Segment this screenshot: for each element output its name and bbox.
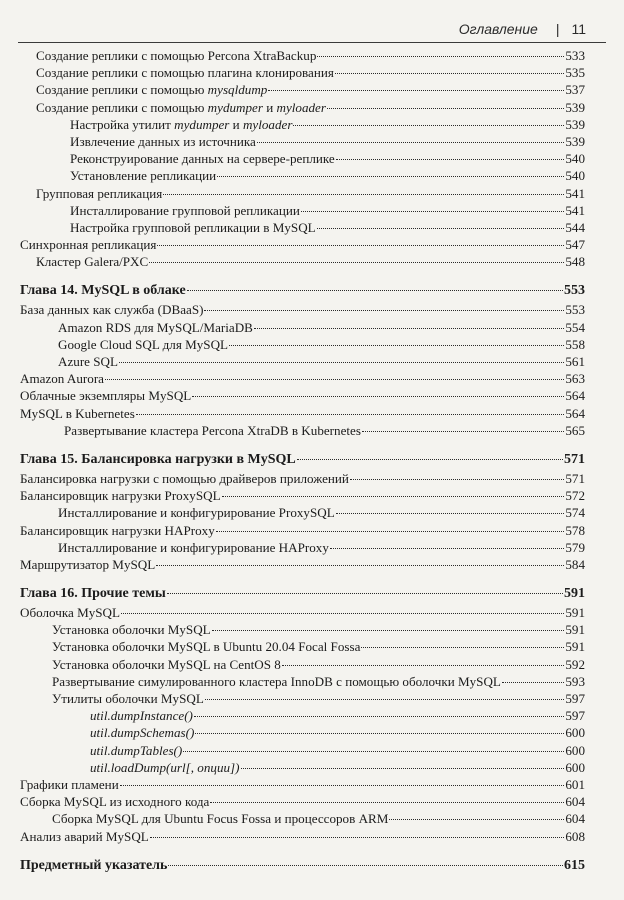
toc-page-number: 592	[565, 656, 585, 672]
toc-leader-dots	[327, 108, 564, 109]
toc-leader-dots	[149, 262, 564, 263]
toc-leader-dots	[257, 142, 564, 143]
toc-entry	[20, 540, 585, 557]
toc-leader-dots	[317, 228, 565, 229]
toc-entry	[20, 523, 585, 540]
toc-leader-dots	[336, 513, 565, 514]
toc-leader-dots	[502, 682, 564, 683]
toc-entry-title: База данных как служба (DBaaS)	[20, 302, 204, 318]
toc-entry-title: Синхронная репликация	[20, 237, 157, 253]
toc-leader-dots	[317, 56, 564, 57]
toc-leader-dots	[167, 593, 563, 594]
toc-leader-dots	[194, 716, 564, 717]
toc-page-number: 539	[565, 133, 585, 149]
toc-page-number: 615	[564, 857, 585, 873]
toc-leader-dots	[150, 837, 565, 838]
toc-entry	[20, 100, 585, 117]
toc-chapter-entry	[20, 858, 585, 877]
toc-leader-dots	[301, 211, 565, 212]
toc-entry	[20, 505, 585, 522]
toc-page-number: 591	[565, 639, 585, 655]
header-rule	[18, 42, 606, 43]
toc-entry-title: Облачные экземпляры MySQL	[20, 388, 192, 404]
toc-entry-title: Графики пламени	[20, 776, 119, 792]
toc-leader-dots	[241, 768, 565, 769]
toc-leader-dots	[217, 176, 564, 177]
toc-page-number: 578	[565, 522, 585, 538]
toc-page-number: 572	[565, 488, 585, 504]
toc-entry-title: Инсталлирование и конфигурирование ProxySQL	[58, 505, 335, 521]
running-header-separator: |	[555, 21, 560, 37]
toc-page-number: 574	[565, 505, 585, 521]
toc-entry	[20, 354, 585, 371]
toc-entry-title: Azure SQL	[58, 354, 118, 369]
toc-entry	[20, 186, 585, 203]
toc-entry	[20, 423, 585, 440]
toc-page-number: 564	[565, 388, 585, 404]
toc-page-number: 563	[565, 371, 585, 387]
toc-entry-title: Кластер Galera/PXC	[36, 254, 149, 270]
toc-entry-title: Реконструирование данных на сервере-реплике	[70, 151, 335, 167]
toc-entry-title: util.loadDump(url[, опции])	[90, 759, 240, 775]
toc-leader-dots	[297, 459, 563, 460]
toc-entry-title: Балансировщик нагрузки ProxySQL	[20, 488, 221, 504]
toc-page-number: 541	[565, 202, 585, 218]
toc-entry-title: Создание реплики с помощью плагина клонирования	[36, 65, 334, 81]
toc-leader-dots	[121, 613, 564, 614]
toc-entry-title: Маршрутизатор MySQL	[20, 556, 156, 572]
toc-page-number: 544	[565, 219, 585, 235]
toc-leader-dots	[268, 90, 564, 91]
toc-page-number: 539	[565, 99, 585, 115]
toc-leader-dots	[119, 362, 564, 363]
toc-leader-dots	[254, 328, 564, 329]
toc-page-number: 558	[565, 336, 585, 352]
toc-entry	[20, 220, 585, 237]
toc-page-number: 597	[565, 691, 585, 706]
toc-entry-title: Google Cloud SQL для MySQL	[58, 336, 229, 352]
toc-entry	[20, 488, 585, 505]
toc-entry-title: Инсталлирование и конфигурирование HAProxy	[58, 539, 329, 555]
toc-entry	[20, 622, 585, 639]
toc-entry-title: Утилиты оболочки MySQL	[52, 691, 204, 706]
toc-page-number: 547	[565, 237, 585, 253]
toc-page-number: 539	[565, 116, 585, 132]
toc-page-number: 571	[565, 470, 585, 486]
toc-leader-dots	[216, 531, 565, 532]
toc-entry	[20, 557, 585, 574]
toc-entry-title: Групповая репликация	[36, 185, 163, 201]
toc-leader-dots	[293, 125, 564, 126]
toc-entry	[20, 406, 585, 423]
toc-entry	[20, 371, 585, 388]
toc-page-number: 540	[565, 151, 585, 167]
toc-leader-dots	[389, 819, 564, 820]
running-header-title: Оглавление	[458, 21, 538, 37]
toc-leader-dots	[168, 865, 563, 866]
toc-entry	[20, 254, 585, 271]
page-number: 11	[571, 21, 586, 37]
toc-page-number: 600	[565, 725, 585, 741]
toc-page-number: 553	[565, 302, 585, 318]
toc-entry	[20, 743, 585, 760]
toc-page-number: 548	[565, 254, 585, 270]
toc-entry	[20, 82, 585, 99]
toc-entry	[20, 151, 585, 168]
toc-entry-title: Установка оболочки MySQL в Ubuntu 20.04 Focal Fossa	[52, 639, 361, 655]
toc-entry	[20, 237, 585, 254]
toc-page-number: 591	[565, 622, 585, 638]
toc-leader-dots	[210, 802, 564, 803]
toc-entry	[20, 794, 585, 811]
toc-page-number: 540	[565, 168, 585, 184]
toc-leader-dots	[222, 496, 565, 497]
toc-entry-title: Установление репликации	[70, 168, 217, 184]
toc-entry	[20, 320, 585, 337]
toc-entry-title: Настройка групповой репликации в MySQL	[70, 219, 316, 235]
toc-entry-title: Установка оболочки MySQL	[52, 622, 211, 638]
toc-page-number: 591	[565, 605, 585, 621]
toc-entry	[20, 302, 585, 319]
toc-leader-dots	[212, 630, 565, 631]
toc-entry-title: util.dumpTables()	[90, 742, 183, 758]
toc-leader-dots	[105, 379, 564, 380]
toc-entry-title: Глава 16. Прочие темы	[20, 586, 166, 602]
toc-leader-dots	[229, 345, 564, 346]
toc-leader-dots	[282, 665, 565, 666]
toc-page-number: 561	[565, 354, 585, 369]
toc-entry-title: Создание реплики с помощью mydumper и myloader	[36, 99, 326, 115]
toc-leader-dots	[120, 785, 565, 786]
toc-page-number: 601	[565, 776, 585, 792]
toc-leader-dots	[192, 396, 564, 397]
toc-entry-title: Предметный указатель	[20, 857, 168, 873]
toc-entry	[20, 639, 585, 656]
toc-page-number: 604	[565, 794, 585, 810]
table-of-contents	[20, 48, 585, 877]
toc-entry-title: Настройка утилит mydumper и myloader	[70, 116, 293, 132]
toc-leader-dots	[195, 733, 564, 734]
toc-leader-dots	[156, 565, 564, 566]
toc-leader-dots	[335, 73, 564, 74]
toc-page-number: 608	[565, 828, 585, 844]
toc-chapter-entry	[20, 452, 585, 471]
toc-entry	[20, 674, 585, 691]
toc-entry	[20, 811, 585, 828]
toc-page-number: 571	[564, 451, 585, 467]
toc-page-number: 584	[565, 556, 585, 572]
toc-page-number: 591	[564, 586, 585, 602]
toc-leader-dots	[187, 290, 563, 291]
toc-leader-dots	[330, 548, 564, 549]
toc-entry	[20, 471, 585, 488]
toc-entry	[20, 657, 585, 674]
toc-entry-title: Сборка MySQL из исходного кода	[20, 794, 210, 810]
toc-entry-title: Amazon RDS для MySQL/MariaDB	[58, 319, 253, 335]
toc-entry	[20, 708, 585, 725]
toc-entry-title: util.dumpSchemas()	[90, 725, 195, 741]
toc-entry-title: Извлечение данных из источника	[70, 133, 256, 149]
toc-entry	[20, 605, 585, 622]
toc-leader-dots	[361, 647, 564, 648]
toc-entry-title: Создание реплики с помощью Percona XtraBackup	[36, 48, 317, 63]
toc-leader-dots	[204, 310, 564, 311]
toc-entry-title: Балансировщик нагрузки HAProxy	[20, 522, 215, 538]
toc-entry	[20, 388, 585, 405]
toc-page-number: 533	[565, 48, 585, 63]
toc-entry-title: Анализ аварий MySQL	[20, 828, 149, 844]
toc-page-number: 565	[565, 422, 585, 438]
toc-entry	[20, 48, 585, 65]
toc-page-number: 597	[565, 708, 585, 724]
toc-page-number: 535	[565, 65, 585, 81]
toc-leader-dots	[350, 479, 564, 480]
toc-leader-dots	[362, 431, 564, 432]
toc-entry	[20, 829, 585, 846]
toc-entry-title: Развертывание кластера Percona XtraDB в Kubernetes	[64, 422, 361, 438]
toc-chapter-entry	[20, 586, 585, 605]
toc-page-number: 541	[565, 185, 585, 201]
running-header	[20, 18, 604, 40]
toc-entry	[20, 337, 585, 354]
toc-entry-title: util.dumpInstance()	[90, 708, 193, 724]
toc-page-number: 600	[565, 742, 585, 758]
toc-page-number: 579	[565, 539, 585, 555]
toc-entry-title: Установка оболочки MySQL на CentOS 8	[52, 656, 281, 672]
toc-entry-title: MySQL в Kubernetes	[20, 405, 135, 421]
toc-page-number: 593	[565, 673, 585, 689]
toc-page-number: 553	[564, 283, 585, 299]
toc-entry-title: Сборка MySQL для Ubuntu Focus Fossa и процессоров ARM	[52, 811, 389, 827]
toc-entry	[20, 725, 585, 742]
toc-entry	[20, 760, 585, 777]
toc-page-number: 554	[565, 319, 585, 335]
toc-entry-title: Оболочка MySQL	[20, 605, 120, 621]
toc-page-number: 604	[565, 811, 585, 827]
toc-leader-dots	[163, 194, 564, 195]
toc-page-number: 564	[565, 405, 585, 421]
toc-page-number: 537	[565, 82, 585, 98]
toc-entry-title: Глава 14. MySQL в облаке	[20, 283, 186, 299]
toc-entry	[20, 777, 585, 794]
toc-leader-dots	[136, 414, 565, 415]
toc-page-number: 600	[565, 759, 585, 775]
toc-entry-title: Инсталлирование групповой репликации	[70, 202, 300, 218]
toc-entry-title: Создание реплики с помощью mysqldump	[36, 82, 268, 98]
toc-entry	[20, 117, 585, 134]
toc-leader-dots	[183, 751, 564, 752]
toc-entry-title: Глава 15. Балансировка нагрузки в MySQL	[20, 451, 296, 467]
toc-chapter-entry	[20, 283, 585, 302]
toc-entry	[20, 65, 585, 82]
toc-entry	[20, 203, 585, 220]
toc-entry-title: Amazon Aurora	[20, 371, 104, 387]
toc-entry-title: Балансировка нагрузки с помощью драйверов приложений	[20, 470, 349, 486]
toc-leader-dots	[205, 699, 565, 700]
toc-leader-dots	[336, 159, 565, 160]
toc-entry	[20, 134, 585, 151]
toc-leader-dots	[157, 245, 564, 246]
toc-entry	[20, 691, 585, 708]
toc-entry	[20, 168, 585, 185]
toc-entry-title: Развертывание симулированного кластера InnoDB с помощью оболочки MySQL	[52, 673, 501, 689]
